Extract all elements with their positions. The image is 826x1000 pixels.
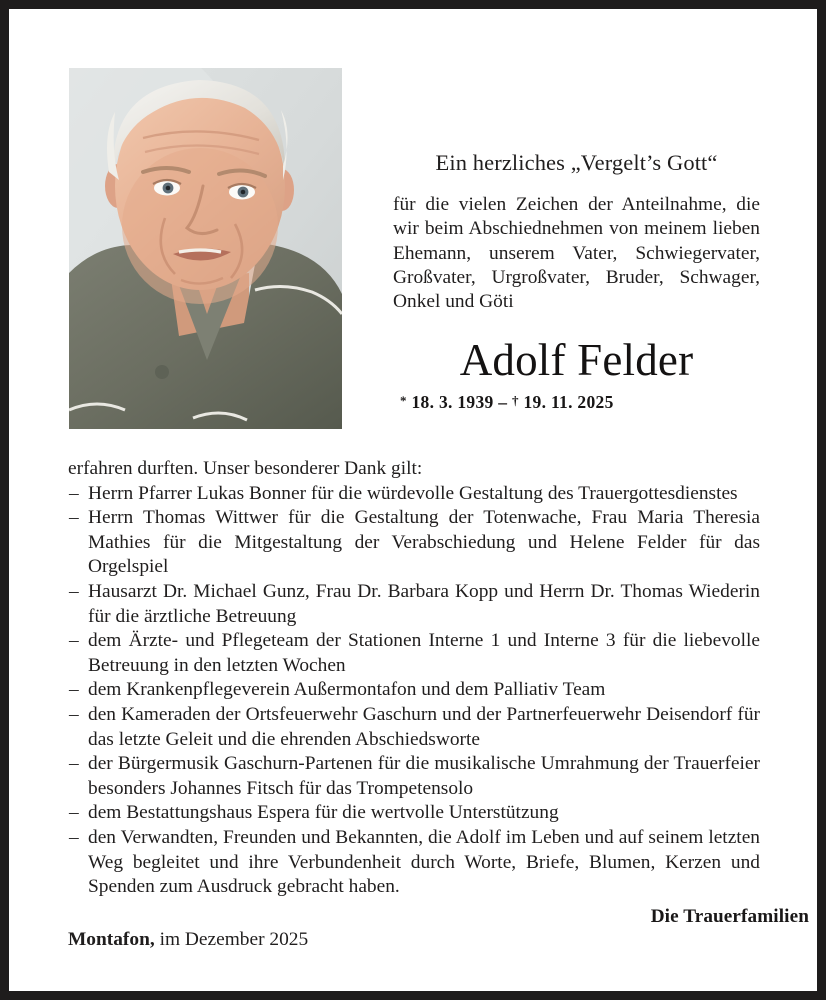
bullet-dash: – <box>69 580 79 602</box>
list-item <box>68 801 760 826</box>
portrait-illustration <box>69 68 342 429</box>
place-and-date <box>68 927 308 953</box>
list-item <box>68 629 760 678</box>
list-item <box>68 482 760 507</box>
bullet-dash: – <box>69 679 79 701</box>
thanks-lead-text: erfahren durften. Unser besonderer Dank gilt: <box>68 458 423 479</box>
mourning-families-signature: Die Trauerfamilien <box>650 906 809 927</box>
list-item <box>68 580 760 629</box>
card-inner-surface <box>9 9 817 991</box>
bullet-dash: – <box>69 703 79 725</box>
list-item-text: dem Krankenpflegeverein Außermontafon und dem Palliativ Team <box>88 679 606 701</box>
date-separator: – <box>498 392 508 413</box>
list-item <box>68 752 760 801</box>
place-name: Montafon, <box>68 929 155 950</box>
deceased-name: Adolf Felder <box>459 335 694 386</box>
bullet-dash: – <box>69 630 79 652</box>
list-item-text: dem Bestattungshaus Espera für die wertvolle Unterstützung <box>88 802 559 824</box>
birth-date: 18. 3. 1939 <box>411 392 494 413</box>
thanks-intro-text: für die vielen Zeichen der Anteilnahme, die wir beim Abschiednehmen von meinem lieben Ehemann, unserem Vater, Schwiegervater, Großvater, Urgroßvater, Bruder, Schwager, Onkel und Göti <box>393 194 760 313</box>
bullet-dash: – <box>69 507 79 529</box>
list-item <box>68 703 760 752</box>
portrait-photo <box>69 68 342 429</box>
list-item-text: der Bürgermusik Gaschurn-Partenen für die musikalische Umrahmung der Trauerfeier besonders Johannes Fitsch für das Trompetensolo <box>88 753 760 799</box>
list-item-text: den Kameraden der Ortsfeuerwehr Gaschurn und der Partnerfeuerwehr Deisendorf für das letzte Geleit und die ehrenden Abschiedsworte <box>88 703 760 750</box>
thanks-headline: Ein herzliches „Vergelt’s Gott“ <box>435 150 718 175</box>
list-item-text: Hausarzt Dr. Michael Gunz, Frau Dr. Barbara Kopp und Herrn Dr. Thomas Wiederin für die ärztliche Betreuung <box>88 580 760 627</box>
bullet-dash: – <box>69 753 79 775</box>
body-block <box>68 457 760 900</box>
bullet-dash: – <box>69 482 79 504</box>
thanks-list <box>68 482 760 900</box>
bullet-dash: – <box>69 826 79 848</box>
list-item <box>68 678 760 703</box>
list-item-text: Herrn Pfarrer Lukas Bonner für die würdevolle Gestaltung des Trauergottesdienstes <box>88 482 738 504</box>
birth-symbol: * <box>400 393 407 409</box>
list-item-text: dem Ärzte- und Pflegeteam der Stationen Interne 1 und Interne 3 für die liebevolle Betreuung in den letzten Wochen <box>88 630 760 676</box>
death-date: 19. 11. 2025 <box>523 392 614 413</box>
life-dates <box>393 390 760 413</box>
notice-date: im Dezember 2025 <box>154 929 309 950</box>
header-column <box>393 149 760 413</box>
list-item <box>68 826 760 900</box>
list-item-text: Herrn Thomas Wittwer für die Gestaltung der Totenwache, Frau Maria Theresia Mathies für die Mitgestaltung der Verabschiedung und Helene Felder für das Orgelspiel <box>88 507 760 578</box>
list-item <box>68 506 760 580</box>
death-symbol: † <box>512 393 519 409</box>
bullet-dash: – <box>69 802 79 824</box>
list-item-text: den Verwandten, Freunden und Bekannten, die Adolf im Leben und auf seinem letzten Weg begleitet und ihre Verbundenheit durch Worte, Briefe, Blumen, Kerzen und Spenden zum Ausdruck gebracht haben. <box>88 826 760 898</box>
